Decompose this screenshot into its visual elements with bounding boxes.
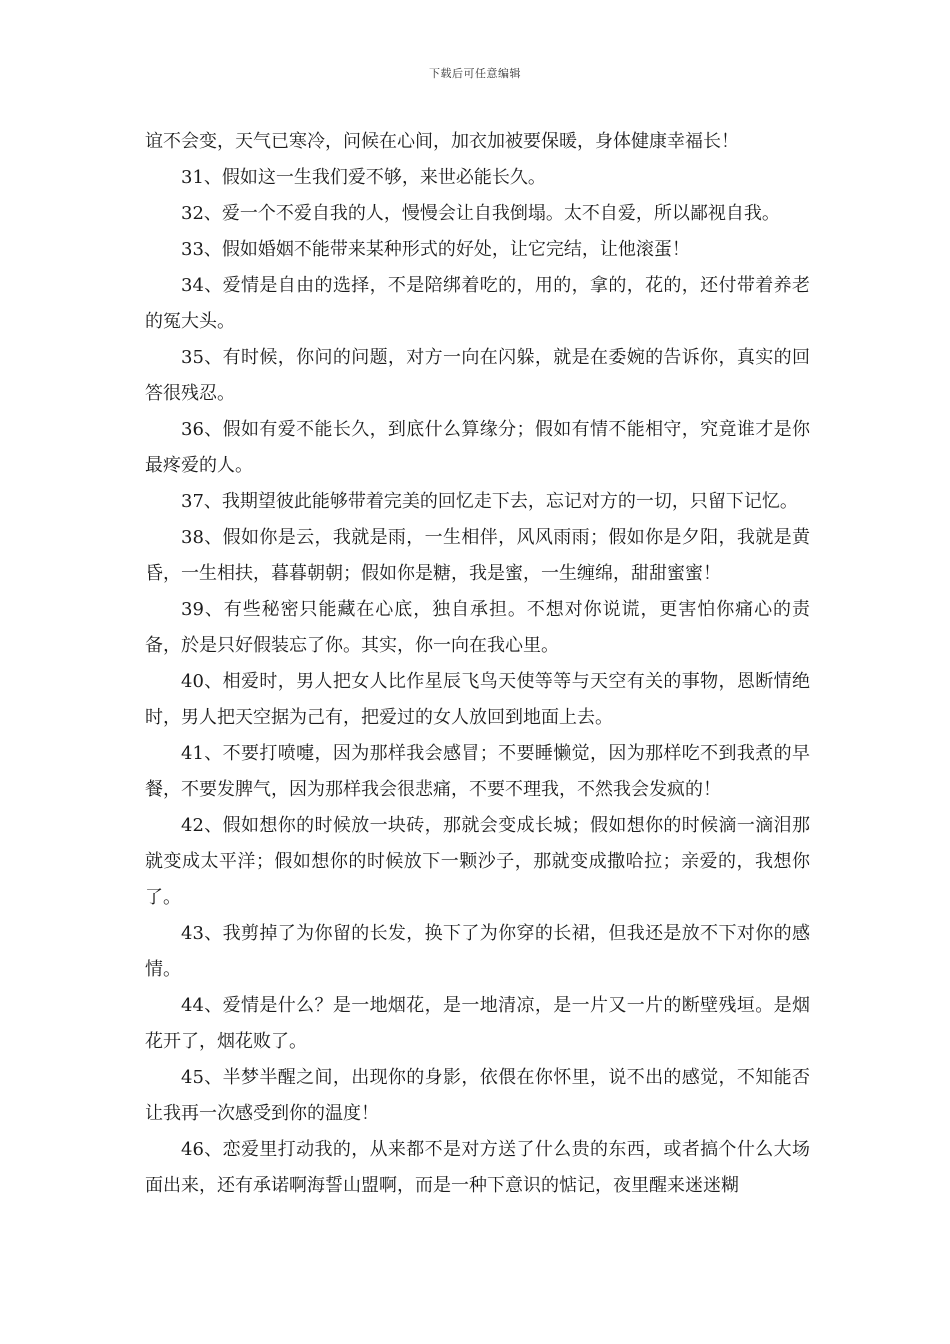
paragraph: 39、有些秘密只能藏在心底，独自承担。不想对你说谎，更害怕你痛心的责备，於是只好假装忘了你。其实，你一向在我心里。	[145, 599, 810, 656]
page-header: 下载后可任意编辑	[429, 67, 521, 80]
paragraph: 40、相爱时，男人把女人比作星辰飞鸟天使等等与天空有关的事物，恩断情绝时，男人把天空据为己有，把爱过的女人放回到地面上去。	[145, 671, 810, 728]
paragraph: 46、恋爱里打动我的，从来都不是对方送了什么贵的东西，或者搞个什么大场面出来，还有承诺啊海誓山盟啊，而是一种下意识的惦记，夜里醒来迷迷糊	[145, 1139, 810, 1196]
paragraph: 34、爱情是自由的选择，不是陪绑着吃的，用的，拿的，花的，还付带着养老的冤大头。	[145, 275, 810, 332]
paragraph: 31、假如这一生我们爱不够，来世必能长久。	[181, 167, 546, 188]
paragraph: 35、有时候，你问的问题，对方一向在闪躲，就是在委婉的告诉你，真实的回答很残忍。	[145, 347, 810, 404]
paragraph: 37、我期望彼此能够带着完美的回忆走下去，忘记对方的一切，只留下记忆。	[181, 491, 798, 512]
paragraph: 42、假如想你的时候放一块砖，那就会变成长城；假如想你的时候滴一滴泪那就变成太平洋；假如想你的时候放下一颗沙子，那就变成撒哈拉；亲爱的，我想你了。	[145, 815, 810, 908]
paragraph: 36、假如有爱不能长久，到底什么算缘分；假如有情不能相守，究竟谁才是你最疼爱的人。	[145, 419, 810, 476]
paragraph: 45、半梦半醒之间，出现你的身影，依偎在你怀里，说不出的感觉，不知能否让我再一次感受到你的温度！	[145, 1067, 810, 1124]
paragraph: 41、不要打喷嚏，因为那样我会感冒；不要睡懒觉，因为那样吃不到我煮的早餐，不要发脾气，因为那样我会很悲痛，不要不理我，不然我会发疯的！	[145, 743, 810, 800]
body-text	[145, 124, 810, 1204]
paragraph: 33、假如婚姻不能带来某种形式的好处，让它完结，让他滚蛋！	[181, 239, 690, 260]
paragraph: 32、爱一个不爱自我的人，慢慢会让自我倒塌。太不自爱，所以鄙视自我。	[181, 203, 780, 224]
paragraph: 44、爱情是什么？是一地烟花，是一地清凉，是一片又一片的断壁残垣。是烟花开了，烟花败了。	[145, 995, 810, 1052]
paragraph: 38、假如你是云，我就是雨，一生相伴，风风雨雨；假如你是夕阳，我就是黄昏，一生相扶，暮暮朝朝；假如你是糖，我是蜜，一生缠绵，甜甜蜜蜜！	[145, 527, 810, 584]
paragraph: 谊不会变，天气已寒冷，问候在心间，加衣加被要保暖，身体健康幸福长！	[145, 131, 739, 152]
paragraph: 43、我剪掉了为你留的长发，换下了为你穿的长裙，但我还是放不下对你的感情。	[145, 923, 810, 980]
